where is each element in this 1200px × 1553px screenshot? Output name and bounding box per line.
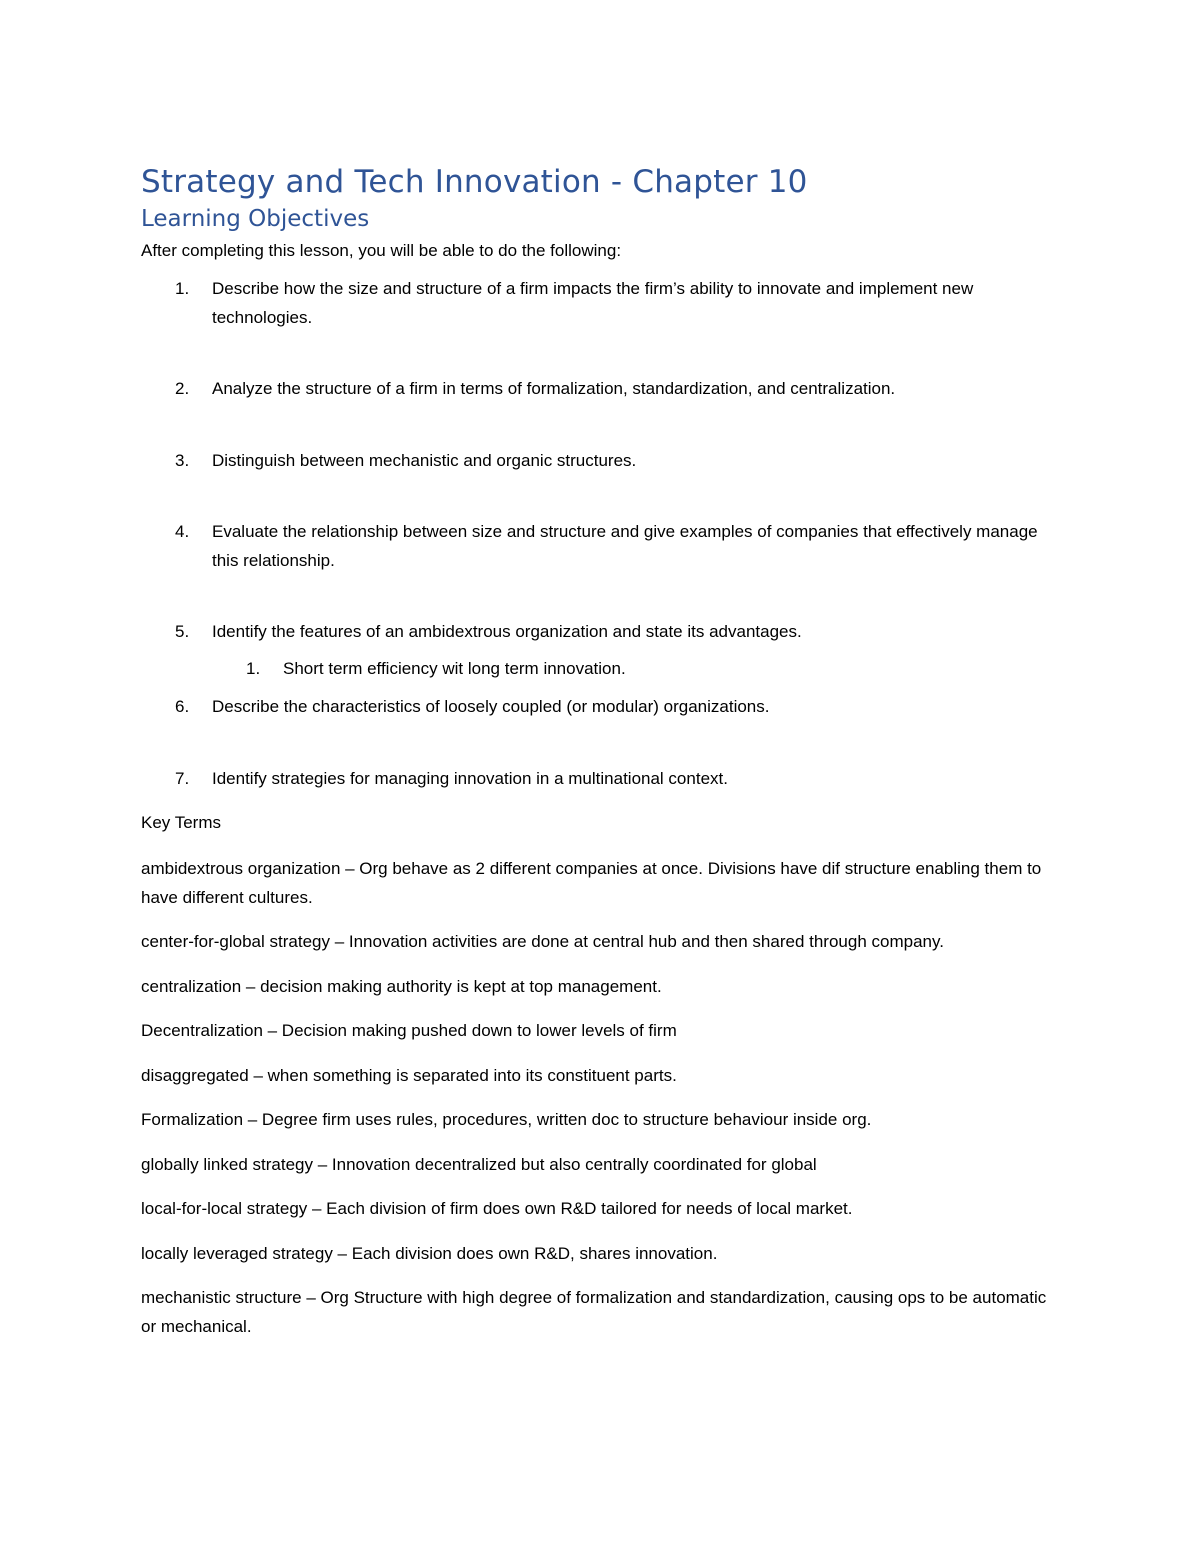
objective-text: Evaluate the relationship between size and structure and give examples of companies that effectively manage this relationship. (212, 522, 1038, 570)
document-page (141, 160, 1061, 1357)
objective-text: Analyze the structure of a firm in terms of formalization, standardization, and centralization. (212, 379, 896, 398)
objective-item (141, 618, 1061, 683)
key-term: globally linked strategy – Innovation decentralized but also centrally coordinated for global (141, 1154, 817, 1174)
key-term: Formalization – Degree firm uses rules, procedures, written doc to structure behaviour inside org. (141, 1110, 872, 1129)
objective-text: Describe the characteristics of loosely coupled (or modular) organizations. (212, 697, 770, 716)
objective-item (141, 375, 1061, 404)
objective-item (141, 518, 1061, 575)
key-terms-list (141, 855, 1061, 1341)
key-term: local-for-local strategy – Each division of firm does own R&D tailored for needs of local market. (141, 1199, 853, 1218)
objective-sublist (212, 655, 1061, 684)
objective-item (141, 447, 1061, 476)
objective-number: 6. (175, 697, 190, 716)
key-term: Decentralization – Decision making pushed down to lower levels of firm (141, 1021, 677, 1040)
key-term: center-for-global strategy – Innovation activities are done at central hub and then shared through company. (141, 932, 944, 951)
objective-number: 2. (175, 379, 190, 398)
objective-text: Distinguish between mechanistic and organic structures. (212, 450, 637, 470)
subitem-text: Short term efficiency wit long term innovation. (283, 658, 626, 678)
objective-text: Describe how the size and structure of a firm impacts the firm’s ability to innovate and implement new technologies. (212, 279, 974, 327)
document-title: Strategy and Tech Innovation - Chapter 10 (141, 164, 808, 200)
key-terms-heading: Key Terms (141, 813, 221, 832)
learning-objectives-heading: Learning Objectives (141, 206, 370, 232)
objectives-intro: After completing this lesson, you will be able to do the following: (141, 241, 622, 260)
objective-number: 1. (175, 279, 190, 298)
key-term: mechanistic structure – Org Structure with high degree of formalization and standardization, causing ops to be automatic or mechanical. (141, 1288, 1047, 1336)
objective-number: 3. (175, 450, 190, 470)
key-term: disaggregated – when something is separated into its constituent parts. (141, 1065, 677, 1085)
objective-item (141, 693, 1061, 722)
objective-text: Identify strategies for managing innovation in a multinational context. (212, 768, 728, 788)
key-term: ambidextrous organization – Org behave as 2 different companies at once. Divisions have dif structure enabling them to have different cultures. (141, 859, 1042, 907)
objective-text: Identify the features of an ambidextrous organization and state its advantages. (212, 622, 802, 641)
objectives-list (141, 275, 1061, 793)
objective-number: 7. (175, 768, 190, 788)
subitem-number: 1. (246, 658, 261, 678)
key-term: locally leveraged strategy – Each division does own R&D, shares innovation. (141, 1243, 718, 1263)
key-term: centralization – decision making authority is kept at top management. (141, 976, 662, 996)
objective-subitem (212, 655, 1061, 684)
objective-item (141, 275, 1061, 332)
objective-item (141, 765, 1061, 794)
objective-number: 5. (175, 622, 190, 641)
objective-number: 4. (175, 522, 190, 541)
